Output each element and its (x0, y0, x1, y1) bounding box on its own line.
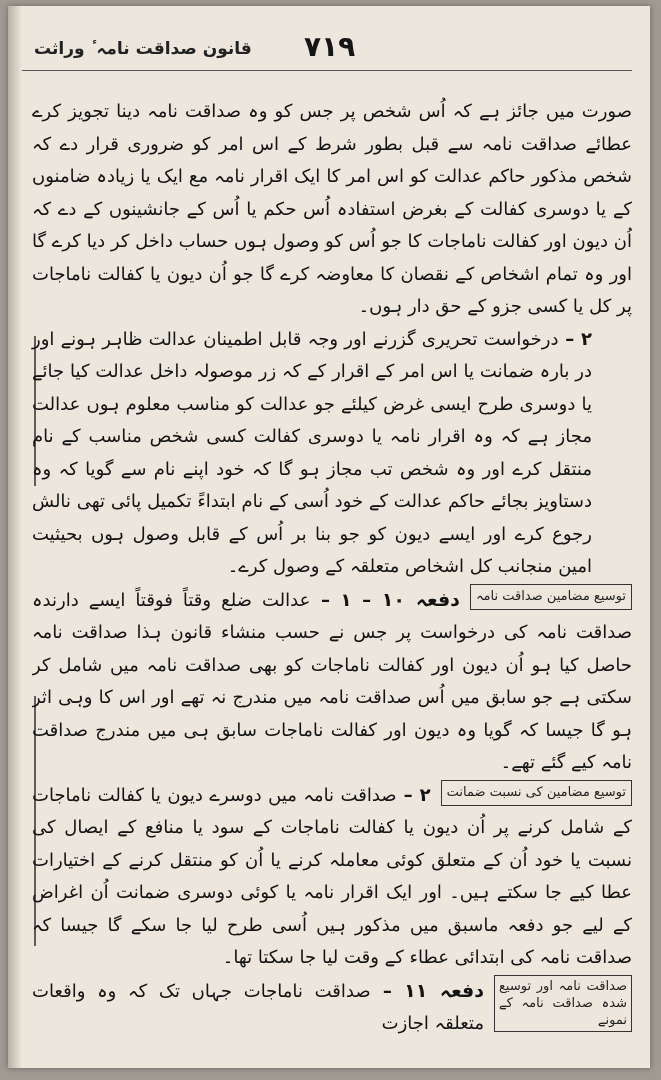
body-text (32, 96, 632, 1041)
dash: – (396, 784, 420, 806)
section-block (32, 975, 632, 1041)
section-label: دفعہ ۱۱ (404, 979, 484, 1002)
margin-note: صداقت نامہ اور توسیع شدہ صداقت نامہ کے نمونے (494, 975, 632, 1032)
paragraph: صورت میں جائز ہے کہ اُس شخص پر جس کو وہ صداقت نامہ دینا تجویز کرے عطائے صداقت نامہ سے قبل بطور شرط کے اس امر کو ضروری قرار دے کہ شخص مذکور حاکم عدالت کو اس امر کا ایک اقرار نامہ مع ایک یا زیادہ ضامنوں کے یا دوسری کفالت کے بغرض استفادہ اُس حکم یا اُس کے جانشینوں کے دے کہ اُن دیون اور کفالت ناماجات کا جو اُس کو وصول ہوں حساب داخل کر دیا کرے گا اور وہ تمام اشخاص کے نقصان کا معاوضہ کرے گا جو اُن دیون یا کفالت ناماجات پر کل یا کسی جزو کے حق دار ہوں۔ (32, 101, 632, 317)
subsection-number: ۲ (580, 328, 592, 350)
header-rule (22, 70, 632, 71)
running-title: قانون صداقت نامہ ٔ وراثت (34, 39, 252, 59)
subsection-text: درخواست تحریری گزرنے اور وجہ قابل اطمینان عدالت ظاہر ہونے اور در بارہ ضمانت یا اس امر کے اقرار کے کہ زر موصولہ داخل عدالت کیا جائے یا دوسری طرح ایسی غرض کیلئے جو عدالت کو مناسب معلوم ہوں عدالت مجاز ہے کہ وہ اقرار نامہ یا دوسری کفالت کسی شخص مناسب کے نام منتقل کرے اور وہ شخص تب مجاز ہو گا کہ خود اپنے نام سے گویا کہ وہ دستاویز بجائے حاکم عدالت کے خود اُسی کے نام ابتداءً تکمیل پائی تھی نالش رجوع کرے اور ایسے دیون کو جو بنا بر اُس کے قابل وصول ہوں بحیثیت امین منجانب کل اشخاص متعلقہ کے وصول کرے۔ (32, 328, 592, 577)
dash: – (310, 589, 341, 611)
book-page (8, 6, 650, 1068)
section-block (32, 584, 632, 780)
subsection-number: ۱ (340, 589, 352, 611)
dash: – (370, 980, 405, 1002)
paragraph (32, 324, 632, 584)
section-block (32, 780, 632, 975)
dash: – (558, 328, 581, 350)
page-gutter (8, 6, 22, 1068)
subsection-number: ۲ (419, 784, 431, 806)
page-number: ۷۱۹ (304, 30, 356, 63)
page-header (28, 30, 630, 70)
section-text: صداقت نامہ میں دوسرے دیون یا کفالت ناماجات کے شامل کرنے پر اُن دیون یا کفالت ناماجات کے سود یا منافع کے ایصال کی نسبت یا خود اُن کے متعلق کوئی معاملہ کرنے یا اُن کو منتقل کرنے کے اختیارات عطا کیے جا سکتے ہیں۔ اور ایک اقرار نامہ یا کوئی دوسری ضمانت اُن اغراض کے لیے جو دفعہ ماسبق میں مذکور ہیں اُسی طرح لیا جا سکے گا جیسا کہ صداقت نامہ کی ابتدائی عطاء کے وقت لیا جا سکتا تھا۔ (32, 784, 632, 968)
margin-note: توسیع مضامین صداقت نامہ (470, 584, 632, 610)
section-text: صداقت ناماجات جہاں تک کہ وہ واقعات متعلقہ اجازت (32, 980, 484, 1034)
margin-note: توسیع مضامین کی نسبت ضمانت (441, 780, 632, 806)
section-label: دفعہ ۱۰ (381, 588, 460, 611)
dash: – (351, 589, 382, 611)
section-text: عدالت ضلع وقتاً فوقتاً ایسے دارندہ صداقت نامہ کی درخواست پر جس نے حسب منشاء قانون ہذا صداقت نامہ حاصل کیا ہو اُن دیون اور کفالت ناماجات کو بھی صداقت نامہ میں شامل کر سکتی ہے جو سابق میں اُس صداقت نامہ میں مندرج نہ تھے اور اس کا وہی اثر ہو گا جیسا کہ گویا وہ دیون اور کفالت ناماجات سابق ہی میں مندرج صداقت نامہ کیے گئے تھے۔ (32, 589, 632, 773)
